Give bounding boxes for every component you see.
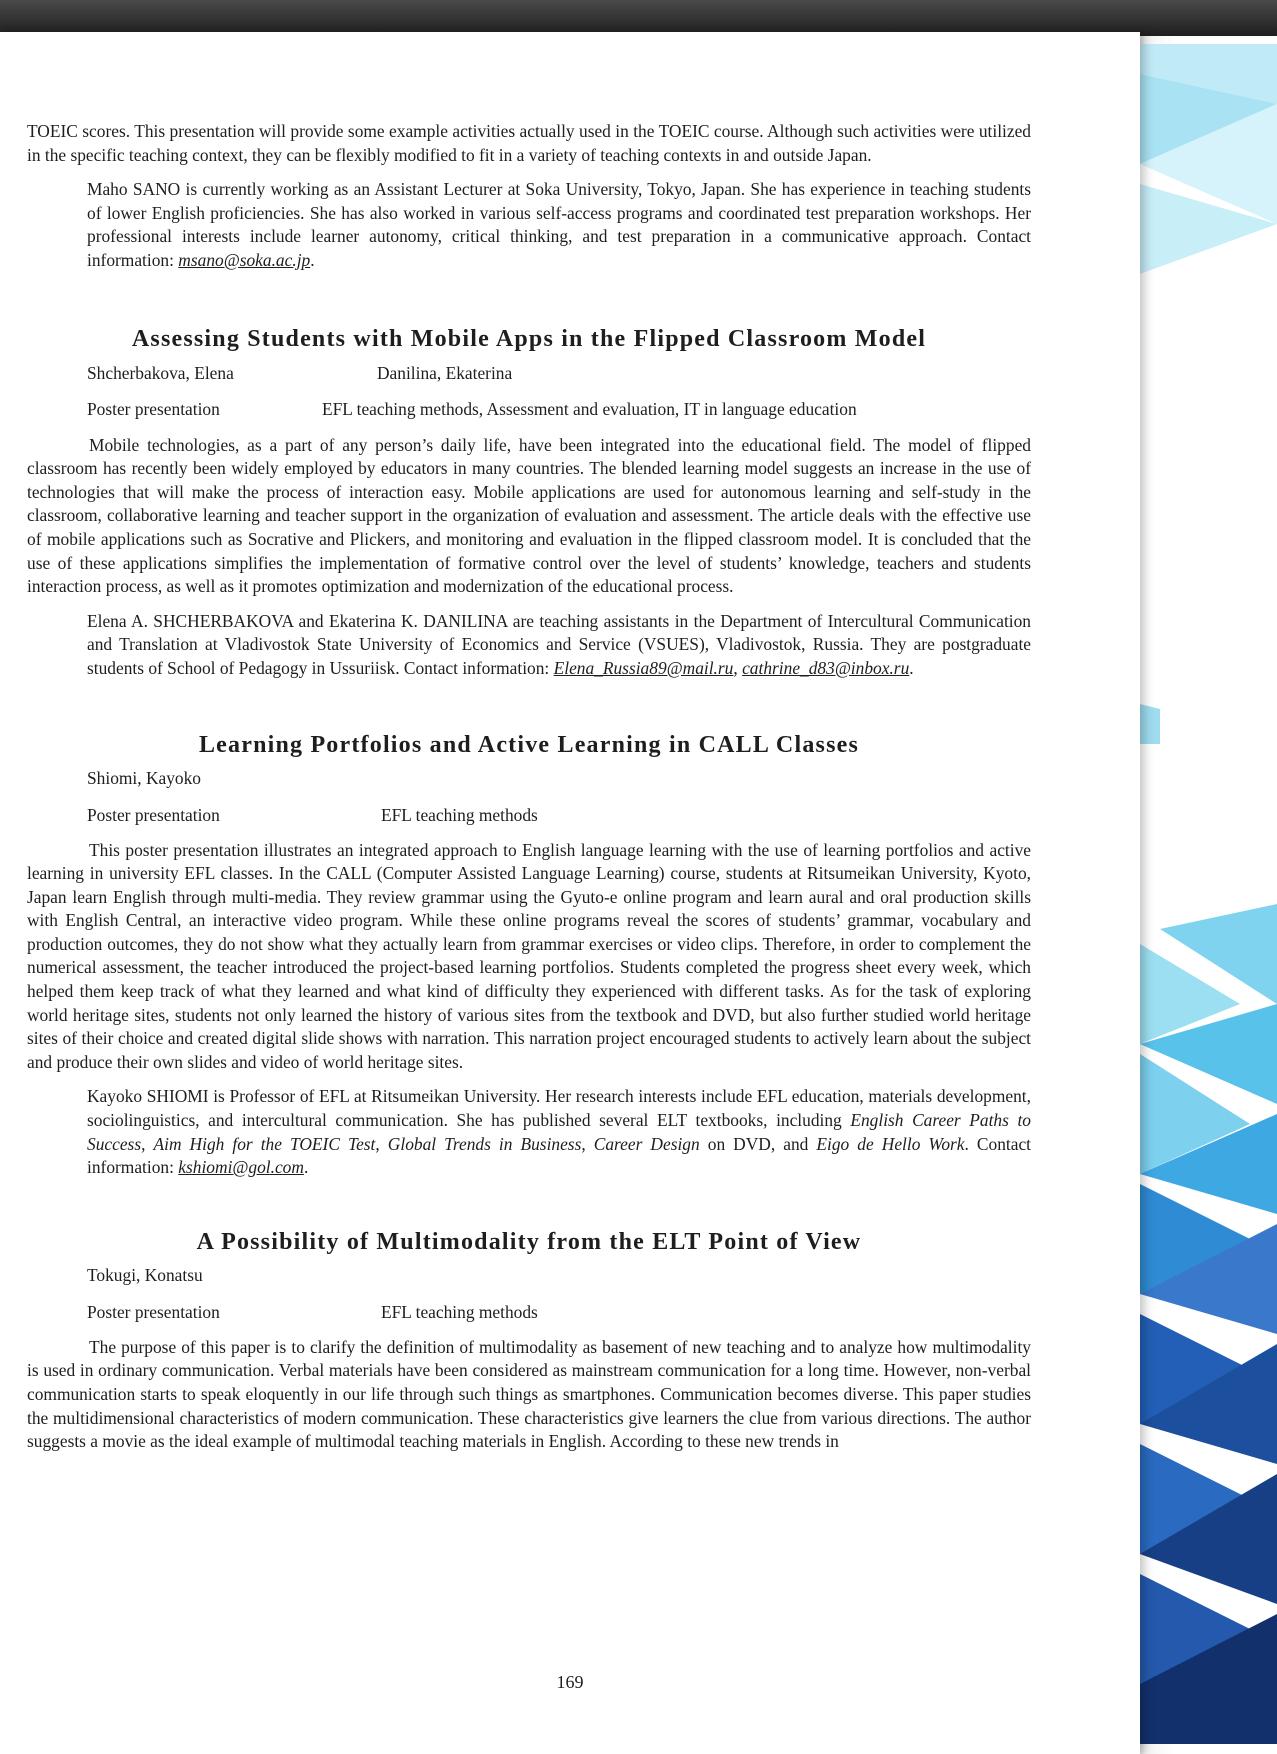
bio-text: . Contact information: [87, 1133, 1031, 1178]
bio-text: Kayoko SHIOMI is Professor of EFL at Ritsumeikan University. Her research interests include EFL education, materials development, sociolinguistics, and intercultural communication. She has published several ELT textbooks, including [87, 1086, 1031, 1131]
presentation-info [27, 1301, 1031, 1324]
presentation-type: Poster presentation [87, 398, 220, 419]
book-title: Global Trends in Business [387, 1133, 582, 1154]
author-bio: Kayoko SHIOMI is Professor of EFL at Ritsumeikan University. Her research interests include EFL education, materials development, sociolinguistics, and intercultural communication. She has published several ELT textbooks, including English Career Paths to Success, Aim High for the TOEIC Test, Global Trends in Business, Career Design on DVD, and Eigo de Hello Work. Contact information: kshiomi@gol.com. [87, 1086, 1031, 1178]
book-title: Career Design [593, 1133, 700, 1154]
presentation-info [27, 804, 1031, 827]
page-content [27, 120, 1031, 1454]
author-line [27, 362, 1031, 385]
section-title: Assessing Students with Mobile Apps in the Flipped Classroom Model [131, 325, 927, 352]
author-name: Shiomi, Kayoko [87, 767, 202, 788]
author-line [27, 1264, 1031, 1287]
presentation-type: Poster presentation [87, 1301, 220, 1322]
presentation-info [27, 398, 1031, 421]
document-page [0, 32, 1140, 1754]
book-title: English Career Paths to Success [87, 1110, 1031, 1154]
author-name: Danilina, Ekaterina [377, 362, 513, 383]
presentation-keywords: EFL teaching methods [381, 804, 538, 825]
abstract-paragraph: This poster presentation illustrates an integrated approach to English language learning with the use of learning portfolios and active learning in university EFL classes. In the CALL (Computer Assisted Language Learning) course, students at Ritsumeikan University, Kyoto, Japan learn English through multi-media. They review grammar using the Gyuto-e online program and learn aural and oral production skills with English Central, an interactive video program. While these online programs reveal the scores of students’ grammar, vocabulary and production outcomes, they do not show what they actually learn from grammar exercises or video clips. Therefore, in order to complement the numerical assessment, the teacher introduced the project-based learning portfolios. Students completed the progress sheet every week, which helped them keep track of what they learned and what kind of difficulty they experienced with different tasks. As for the task of exploring world heritage sites, students not only learned the history of various sites from the textbook and DVD, but also further studied world heritage sites of their choice and created digital slide shows with narration. This narration project encouraged students to actively learn about the subject and produce their own slides and video of world heritage sites. [27, 839, 1031, 1072]
bio-text: Elena A. SHCHERBAKOVA and Ekaterina K. DANILINA are teaching assistants in the Department of Intercultural Communication and Translation at Vladivostok State University of Economics and Service (VSUES), Vladivostok, Russia. They are postgraduate students of School of Pedagogy in Ussuriisk. Contact information: [87, 610, 1031, 678]
presentation-keywords: EFL teaching methods [381, 1301, 538, 1322]
book-cover-pattern [1140, 44, 1277, 1744]
author-name: Shcherbakova, Elena [87, 362, 234, 383]
section-title: Learning Portfolios and Active Learning in CALL Classes [198, 731, 860, 758]
presentation-keywords: EFL teaching methods, Assessment and evaluation, IT in language education [322, 398, 857, 419]
abstract-paragraph: Mobile technologies, as a part of any person’s daily life, have been integrated into the educational field. The model of flipped classroom has recently been widely employed by educators in many countries. The blended learning model suggests an increase in the use of technologies that will make the process of interaction easy. Mobile applications are used for autonomous learning and self-study in the classroom, collaborative learning and teacher support in the organization of evaluation and assessment. The article deals with the effective use of mobile applications such as Socrative and Plickers, and monitoring and evaluation in the flipped classroom model. It is concluded that the use of these applications simplifies the implementation of formative control over the level of students’ knowledge, teachers and students interaction process, as well as it promotes optimization and modernization of the educational process. [27, 434, 1031, 597]
intro-paragraph: TOEIC scores. This presentation will provide some example activities actually used in the TOEIC course. Although such activities were utilized in the specific teaching context, they can be flexibly modified to fit in a variety of teaching contexts in and outside Japan. [27, 121, 1031, 165]
author-bio: Elena A. SHCHERBAKOVA and Ekaterina K. DANILINA are teaching assistants in the Department of Intercultural Communication and Translation at Vladivostok State University of Economics and Service (VSUES), Vladivostok, Russia. They are postgraduate students of School of Pedagogy in Ussuriisk. Contact information: Elena_Russia89@mail.ru, cathrine_d83@inbox.ru. [87, 610, 1031, 678]
bio-text: on DVD, and [699, 1133, 817, 1154]
presentation-type: Poster presentation [87, 804, 220, 825]
email-link[interactable]: Elena_Russia89@mail.ru [553, 657, 734, 678]
book-title: Eigo de Hello Work [816, 1133, 965, 1154]
author-line [27, 767, 1031, 790]
intro-bio-text: Maho SANO is currently working as an Assistant Lecturer at Soka University, Tokyo, Japan. She has experience in teaching students of lower English proficiencies. She has also worked in various self-access programs and coordinated test preparation workshops. Her professional interests include learner autonomy, critical thinking, and test preparation in a communicative approach. Contact information: [87, 179, 1031, 270]
email-link[interactable]: msano@soka.ac.jp [178, 249, 311, 270]
abstract-paragraph: The purpose of this paper is to clarify the definition of multimodality as basement of new teaching and to analyze how multimodality is used in ordinary communication. Verbal materials have been considered as mainstream communication for a long time. However, non-verbal communication starts to speak eloquently in our life through such things as smartphones. Communication becomes diverse. This paper studies the multidimensional characteristics of modern communication. These characteristics give learners the clue from various directions. The author suggests a movie as the ideal example of multimodal teaching materials in English. According to these new trends in [27, 1336, 1031, 1452]
page-number: 169 [556, 1672, 584, 1692]
author-name: Tokugi, Konatsu [87, 1264, 203, 1285]
intro-bio: Maho SANO is currently working as an Assistant Lecturer at Soka University, Tokyo, Japan. She has experience in teaching students of lower English proficiencies. She has also worked in various self-access programs and coordinated test preparation workshops. Her professional interests include learner autonomy, critical thinking, and test preparation in a communicative approach. Contact information: msano@soka.ac.jp. [87, 179, 1031, 270]
email-link[interactable]: kshiomi@gol.com [178, 1157, 304, 1178]
section-title: A Possibility of Multimodality from the ELT Point of View [196, 1228, 862, 1255]
scanner-top-edge [0, 0, 1277, 36]
email-link[interactable]: cathrine_d83@inbox.ru [742, 657, 910, 678]
book-title: Aim High for the TOEIC Test [153, 1133, 376, 1154]
